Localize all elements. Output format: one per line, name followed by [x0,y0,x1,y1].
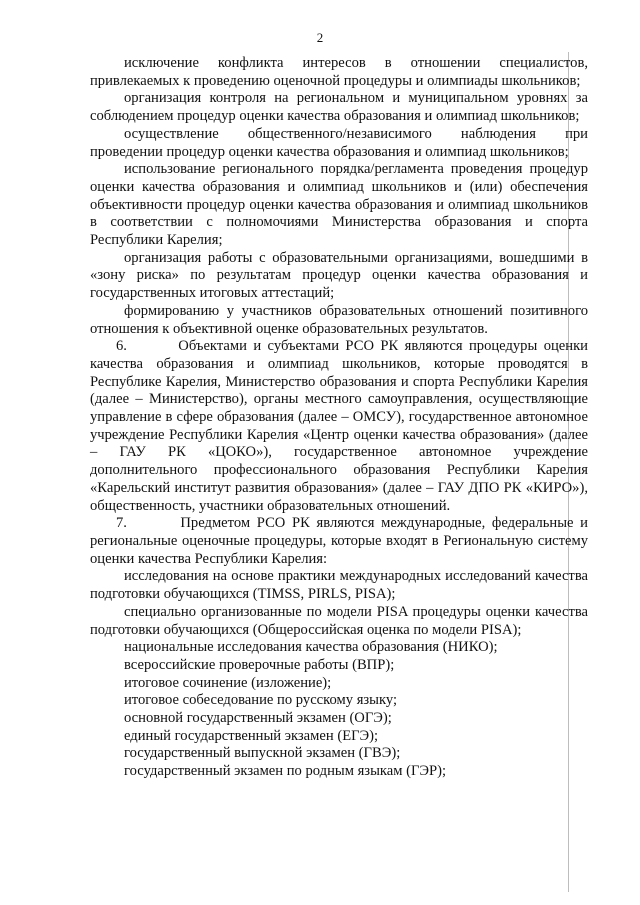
paragraph-pisa-model: специально организованные по модели PISA процедуры оценки качества подготовки обучающихся (Общероссийская оценка по модели PISA); [90,603,588,638]
paragraph-item-6-objects-subjects: 6. Объектами и субъектами РСО РК являются процедуры оценки качества образования и олимпиад школьников, которые проводятся в Республике Карелия, Министерство образования и спорта Республики Карелия (далее – Министерство), органы местного самоуправления, осуществляющие управление в сфере образования (далее – ОМСУ), государственное автономное учреждение Республики Карелия «Центр оценки качества образования» (далее – ГАУ РК «ЦОКО»), государственное автономное учреждение дополнительного профессионального образования Республики Карелия «Карельский институт развития образования» (далее – ГАУ ДПО РК «КИРО»), общественность, участники образовательных отношений. [90,338,592,514]
document-body [90,55,592,781]
list-item-niko: национальные исследования качества образования (НИКО); [124,639,498,656]
paragraph-conflict-of-interest: исключение конфликта интересов в отношении специалистов, привлекаемых к проведению оценочной процедуры и олимпиады школьников; [90,55,588,89]
paragraph-regional-regulation: использование регионального порядка/регламента проведения процедур оценки качества образования и олимпиад школьников и (или) обеспечения объективности процедур оценки качества образования и олимпиад школьников в соответствии с полномочиями Министерства образования и спорта Республики Карелия; [90,161,588,249]
list-item-essay: итоговое сочинение (изложение); [124,674,332,691]
paragraph-risk-zone-work: организация работы с образовательными организациями, вошедшими в «зону риска» по результатам процедур оценки качества образования и государственных итоговых аттестаций; [90,249,588,302]
paragraph-international-studies: исследования на основе практики международных исследований качества подготовки обучающихся (TIMSS, PIRLS, PISA); [90,568,588,603]
paragraph-public-observation: осуществление общественного/независимого наблюдения при проведении процедур оценки качества образования и олимпиад школьников; [90,125,588,160]
page-number: 2 [316,30,324,45]
paragraph-control-organization: организация контроля на региональном и муниципальном уровнях за соблюдением процедур оценки качества образования и олимпиад школьников; [90,90,588,125]
list-item-oge: основной государственный экзамен (ОГЭ); [124,710,392,727]
paragraph-positive-attitude: формированию у участников образовательных отношений позитивного отношения к объективной оценке образовательных результатов. [90,302,588,337]
list-item-ege: единый государственный экзамен (ЕГЭ); [124,727,379,744]
list-item-interview: итоговое собеседование по русскому языку; [124,692,398,709]
list-item-ger: государственный экзамен по родным языкам (ГЭР); [124,763,447,780]
list-item-vpr: всероссийские проверочные работы (ВПР); [124,656,395,673]
paragraph-item-7-subject: 7. Предметом РСО РК являются международные, федеральные и региональные оценочные процедуры, которые входят в Региональную систему оценки качества Республики Карелия: [90,515,592,567]
list-item-gve: государственный выпускной экзамен (ГВЭ); [124,745,401,762]
